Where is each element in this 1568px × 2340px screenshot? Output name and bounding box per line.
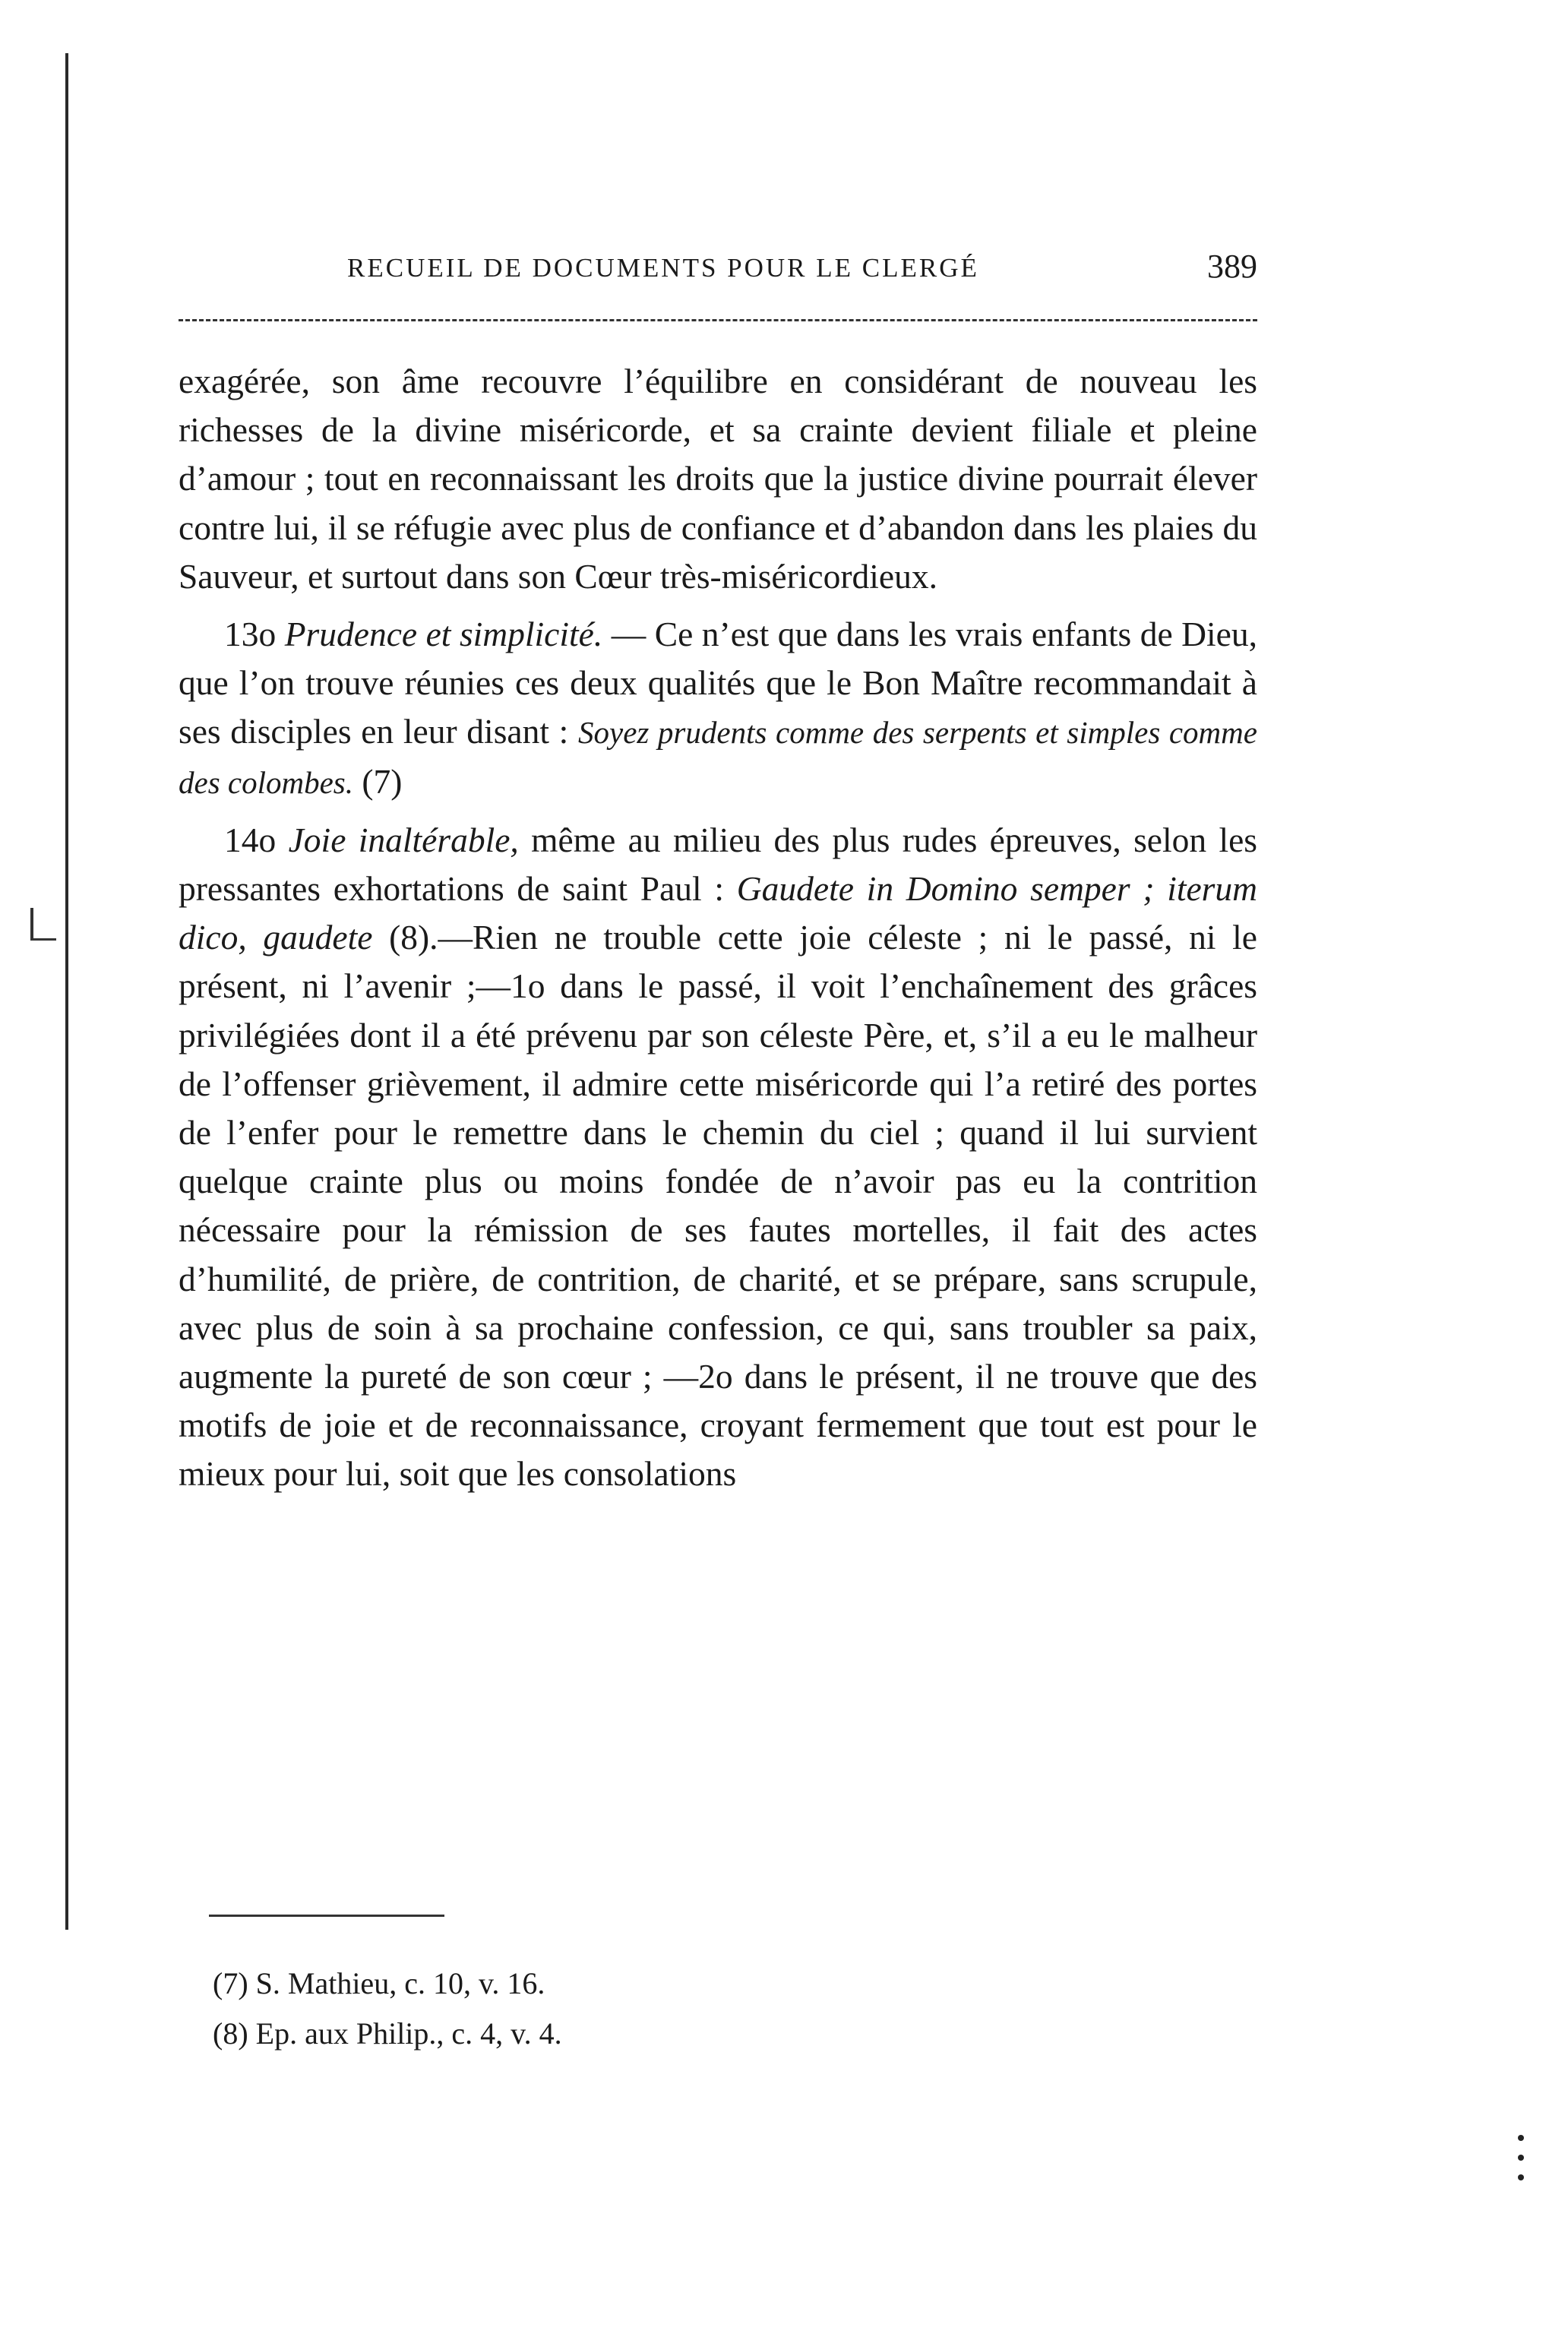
paragraph-joie [179, 816, 1257, 1499]
running-title: RECUEIL DE DOCUMENTS POUR LE CLERGÉ [347, 253, 979, 283]
item-number: 13o [224, 615, 277, 654]
paragraph-text: (8).—Rien ne trouble cette joie céleste ; ni le passé, ni le présent, ni l’avenir ;—1o dans le passé, il voit l’enchaînement des grâces privilégiées dont il a été prévenu par son céleste Père, et, s’il a eu le malheur de l’offenser grièvement, il admire cette miséricorde qui l’a retiré des portes de l’enfer pour le remettre dans le chemin du ciel ; quand il lui survient quelque crainte plus ou moins fondée de n’avoir pas eu la contrition nécessaire pour la rémission de ses fautes mortelles, il fait des actes d’humilité, de prière, de contrition, de charité, et se prépare, sans scrupule, avec plus de soin à sa prochaine confession, ce qui, sans troubler sa paix, augmente la pureté de son cœur ; —2o dans le présent, il ne trouve que des motifs de joie et de reconnaissance, croyant fermement que tout est pour le mieux pour lui, soit que les consolations [179, 918, 1257, 1494]
footnote-7: (7) S. Mathieu, c. 10, v. 16. [213, 1966, 545, 2000]
scan-specks [1518, 2135, 1528, 2226]
footnote-8: (8) Ep. aux Philip., c. 4, v. 4. [213, 2016, 562, 2051]
binding-mark [30, 908, 56, 941]
binding-line [65, 53, 68, 1930]
paragraph-text: — Ce n’est que dans les vrais enfants de Dieu, que l’on trouve réunies ces deux qualités que le Bon Maître recommandait à ses disciples en leur disant : [179, 615, 1257, 751]
item-number: 14o [224, 820, 277, 859]
latin-quote: Gaudete in Domino semper ; iterum dico, gaudete [179, 869, 1258, 957]
scripture-quote: Soyez prudents comme des serpents et simples comme des colombes. [179, 715, 1257, 800]
page-number: 389 [1207, 248, 1257, 285]
footnotes [213, 1959, 562, 2059]
header-rule [179, 319, 1257, 321]
item-title: Prudence et simplicité. [284, 615, 603, 654]
main-text [179, 357, 1257, 1499]
page-header [179, 247, 1257, 292]
paragraph-text: même au milieu des plus rudes épreuves, selon les pressantes exhortations de saint Paul : [179, 820, 1258, 909]
paragraph-continuation: exagérée, son âme recouvre l’équilibre en considérant de nouveau les richesses de la divine miséricorde, et sa crainte devient filiale et pleine d’amour ; tout en reconnaissant les droits que la justice divine pourrait élever contre lui, il se réfugie avec plus de confiance et d’abandon dans les plaies du Sauveur, et surtout dans son Cœur très-miséricordieux. [179, 362, 1257, 596]
item-title: Joie inaltérable, [288, 820, 519, 859]
paragraph-prudence [179, 610, 1257, 807]
footnote-rule [209, 1915, 444, 1917]
footnote-ref: (7) [353, 761, 403, 801]
